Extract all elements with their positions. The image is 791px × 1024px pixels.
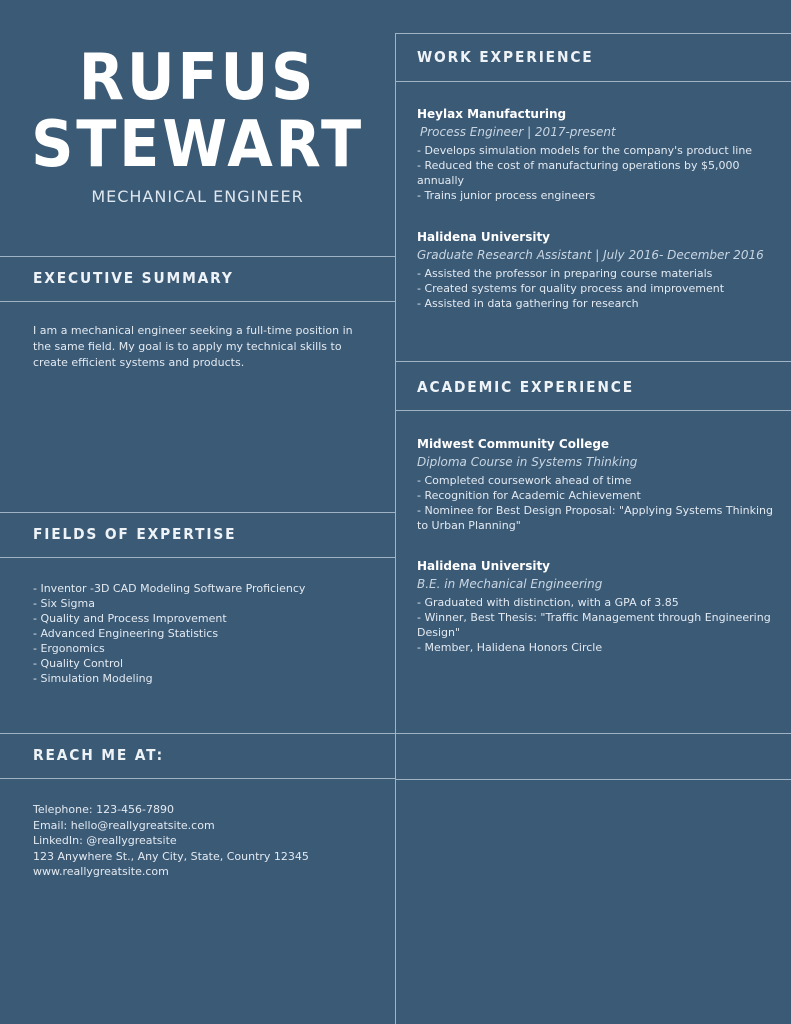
organization: Midwest Community College [417, 437, 610, 451]
divider [396, 33, 791, 34]
list-item: - Created systems for quality process and improvement [417, 282, 725, 295]
list-item: - Recognition for Academic Achievement [417, 489, 641, 502]
bullet-list [417, 266, 777, 311]
address: 123 Anywhere St., Any City, State, Country 12345 [33, 849, 309, 863]
list-item: - Six Sigma [33, 597, 95, 610]
position: Graduate Research Assistant | July 2016- December 2016 [417, 248, 764, 262]
academic-entry [417, 559, 777, 655]
list-item: - Winner, Best Thesis: "Traffic Management through Engineering Design" [417, 611, 771, 639]
list-item: - Quality Control [33, 657, 124, 670]
position: Diploma Course in Systems Thinking [417, 455, 638, 469]
divider [0, 778, 395, 779]
list-item: - Assisted in data gathering for research [417, 297, 639, 310]
summary-heading: EXECUTIVE SUMMARY [33, 269, 234, 287]
divider [396, 779, 791, 780]
list-item: - Ergonomics [33, 642, 105, 655]
list-item: - Simulation Modeling [33, 672, 153, 685]
work-heading: WORK EXPERIENCE [417, 48, 594, 66]
divider [0, 733, 395, 734]
list-item: - Quality and Process Improvement [33, 612, 227, 625]
divider [396, 361, 791, 362]
divider [396, 733, 791, 734]
work-entry [417, 107, 777, 203]
bullet-list [417, 473, 777, 533]
expertise-list [33, 581, 373, 686]
divider [396, 81, 791, 82]
divider [0, 557, 395, 558]
contact-details [33, 802, 309, 880]
position: B.E. in Mechanical Engineering [417, 577, 603, 591]
work-entry [417, 230, 777, 311]
job-title: MECHANICAL ENGINEER [91, 187, 304, 206]
bullet-list [417, 595, 777, 655]
list-item: - Trains junior process engineers [417, 189, 596, 202]
divider [0, 256, 395, 257]
academic-heading: ACADEMIC EXPERIENCE [417, 378, 635, 396]
position: Process Engineer | 2017-present [420, 125, 616, 139]
website: www.reallygreatsite.com [33, 865, 169, 878]
academic-entry [417, 437, 777, 533]
divider [396, 410, 791, 411]
email: Email: hello@reallygreatsite.com [33, 818, 215, 832]
list-item: - Advanced Engineering Statistics [33, 627, 219, 640]
first-name: RUFUS [78, 41, 317, 115]
telephone: Telephone: 123-456-7890 [33, 803, 174, 816]
organization: Heylax Manufacturing [417, 107, 567, 121]
list-item: - Develops simulation models for the company's product line [417, 144, 753, 157]
column-divider [395, 33, 396, 1024]
summary-text: I am a mechanical engineer seeking a full-time position in the same field. My goal is to apply my technical skills to create efficient systems and products. [33, 324, 353, 369]
bullet-list [417, 143, 777, 203]
organization: Halidena University [417, 559, 551, 573]
list-item: - Assisted the professor in preparing course materials [417, 267, 713, 280]
divider [0, 301, 395, 302]
divider [0, 512, 395, 513]
list-item: - Graduated with distinction, with a GPA of 3.85 [417, 596, 679, 609]
last-name: STEWART [31, 108, 364, 182]
list-item: - Member, Halidena Honors Circle [417, 641, 603, 654]
expertise-heading: FIELDS OF EXPERTISE [33, 525, 237, 543]
list-item: - Reduced the cost of manufacturing operations by $5,000 annually [417, 159, 740, 187]
linkedin: LinkedIn: @reallygreatsite [33, 834, 177, 847]
list-item: - Inventor -3D CAD Modeling Software Proficiency [33, 582, 306, 595]
contact-heading: REACH ME AT: [33, 746, 165, 764]
list-item: - Completed coursework ahead of time [417, 474, 632, 487]
list-item: - Nominee for Best Design Proposal: "Applying Systems Thinking to Urban Planning" [417, 504, 774, 532]
organization: Halidena University [417, 230, 551, 244]
